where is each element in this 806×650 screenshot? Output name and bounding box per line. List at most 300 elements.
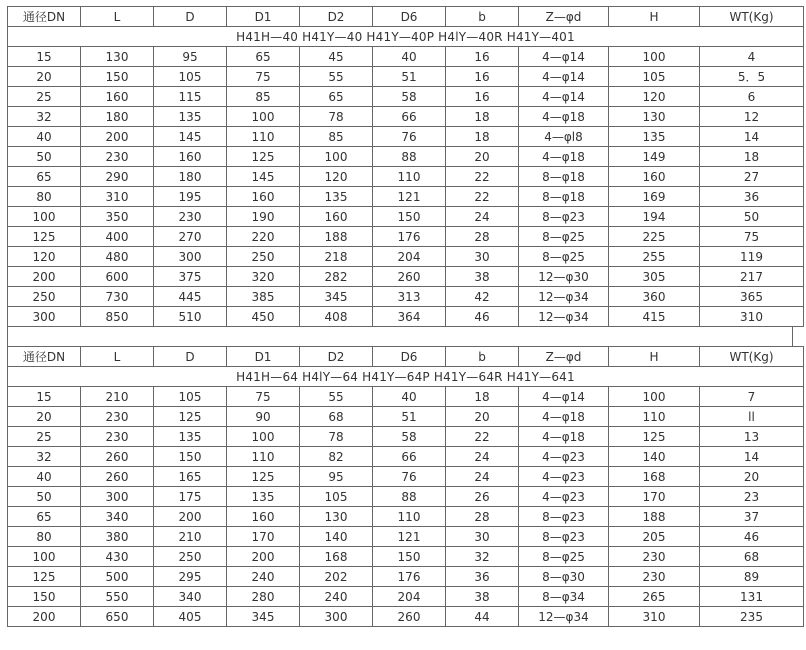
- table-cell: 24: [446, 447, 519, 467]
- table-cell: 480: [81, 247, 154, 267]
- table-cell: 55: [300, 67, 373, 87]
- table-cell: 100: [300, 147, 373, 167]
- table-cell: 105: [154, 67, 227, 87]
- table-row: [8, 487, 804, 507]
- column-header: L: [81, 347, 154, 367]
- column-header: D2: [300, 7, 373, 27]
- table-cell: 46: [700, 527, 804, 547]
- table-cell: 100: [609, 387, 700, 407]
- table-cell: 4—φ18: [519, 147, 609, 167]
- table-cell: 4—φ18: [519, 427, 609, 447]
- table-cell: 5．5: [700, 67, 804, 87]
- table-cell: 4—φ23: [519, 447, 609, 467]
- table-cell: 12—φ30: [519, 267, 609, 287]
- table-row: [8, 187, 804, 207]
- table-cell: 160: [227, 187, 300, 207]
- table-cell: 345: [227, 607, 300, 627]
- table-cell: 65: [227, 47, 300, 67]
- table-cell: 44: [446, 607, 519, 627]
- table-cell: 50: [8, 147, 81, 167]
- table-cell: 27: [700, 167, 804, 187]
- table-cell: 100: [227, 107, 300, 127]
- table-cell: 175: [154, 487, 227, 507]
- column-header: D: [154, 7, 227, 27]
- table-cell: 50: [8, 487, 81, 507]
- table-cell: 150: [373, 547, 446, 567]
- table-cell: 25: [8, 427, 81, 447]
- table-cell: 88: [373, 147, 446, 167]
- table-cell: 210: [81, 387, 154, 407]
- table-cell: 160: [609, 167, 700, 187]
- table-cell: 265: [609, 587, 700, 607]
- table-cell: 125: [8, 227, 81, 247]
- column-header: D1: [227, 7, 300, 27]
- table-cell: 80: [8, 527, 81, 547]
- table-cell: 12—φ34: [519, 607, 609, 627]
- column-header: D: [154, 347, 227, 367]
- table-cell: 260: [373, 607, 446, 627]
- table-cell: 105: [609, 67, 700, 87]
- table-cell: 364: [373, 307, 446, 327]
- table-cell: 385: [227, 287, 300, 307]
- table-cell: 18: [446, 127, 519, 147]
- table-cell: 16: [446, 87, 519, 107]
- table-cell: 176: [373, 227, 446, 247]
- table-cell: 25: [8, 87, 81, 107]
- table-cell: 8—φ23: [519, 507, 609, 527]
- header-row: [8, 7, 804, 27]
- table-cell: 26: [446, 487, 519, 507]
- column-header: D2: [300, 347, 373, 367]
- spec-table-pn64: [7, 346, 804, 627]
- table-row: [8, 407, 804, 427]
- table-cell: 4: [700, 47, 804, 67]
- table-row: [8, 527, 804, 547]
- table-cell: 202: [300, 567, 373, 587]
- table-cell: 250: [227, 247, 300, 267]
- table-cell: 230: [154, 207, 227, 227]
- table-cell: 32: [8, 107, 81, 127]
- column-header: Z—φd: [519, 347, 609, 367]
- table-cell: 78: [300, 107, 373, 127]
- table-cell: 450: [227, 307, 300, 327]
- table-cell: 4—φ23: [519, 467, 609, 487]
- table-cell: 32: [8, 447, 81, 467]
- table-cell: 100: [609, 47, 700, 67]
- column-header: b: [446, 347, 519, 367]
- table-cell: 290: [81, 167, 154, 187]
- table-cell: 170: [227, 527, 300, 547]
- header-row: [8, 347, 804, 367]
- table-cell: 20: [8, 407, 81, 427]
- table-cell: 110: [373, 507, 446, 527]
- table-cell: 130: [609, 107, 700, 127]
- table-cell: 100: [8, 547, 81, 567]
- table-cell: 24: [446, 207, 519, 227]
- table-row: [8, 147, 804, 167]
- table-cell: 42: [446, 287, 519, 307]
- table-cell: 188: [300, 227, 373, 247]
- table-cell: 40: [8, 127, 81, 147]
- table-cell: 445: [154, 287, 227, 307]
- table-cell: 135: [227, 487, 300, 507]
- table-cell: 85: [300, 127, 373, 147]
- column-header: H: [609, 347, 700, 367]
- column-header: 通径DN: [8, 347, 81, 367]
- table-cell: 58: [373, 427, 446, 447]
- table-cell: 200: [8, 267, 81, 287]
- table-cell: 225: [609, 227, 700, 247]
- table-cell: 121: [373, 527, 446, 547]
- model-row: [8, 27, 804, 47]
- table-cell: 85: [227, 87, 300, 107]
- column-header: 通径DN: [8, 7, 81, 27]
- table-cell: 295: [154, 567, 227, 587]
- table-cell: 400: [81, 227, 154, 247]
- table-cell: 310: [700, 307, 804, 327]
- table-cell: 4—φ14: [519, 47, 609, 67]
- table-cell: 20: [8, 67, 81, 87]
- model-designations: H41H—64 H4lY—64 H41Y—64P H41Y—64R H41Y—641: [8, 367, 804, 387]
- table-cell: 160: [227, 507, 300, 527]
- table-gap: [7, 326, 793, 346]
- table-cell: 500: [81, 567, 154, 587]
- table-row: [8, 107, 804, 127]
- table-cell: 23: [700, 487, 804, 507]
- table-cell: 130: [81, 47, 154, 67]
- table-cell: 235: [700, 607, 804, 627]
- table-cell: 18: [446, 387, 519, 407]
- column-header: WT(Kg): [700, 7, 804, 27]
- table-cell: 415: [609, 307, 700, 327]
- table-cell: 22: [446, 187, 519, 207]
- table-cell: 120: [8, 247, 81, 267]
- table-cell: 195: [154, 187, 227, 207]
- table-cell: 8—φ18: [519, 167, 609, 187]
- table-cell: 300: [81, 487, 154, 507]
- table-cell: 168: [300, 547, 373, 567]
- table-cell: 230: [81, 407, 154, 427]
- table-cell: 120: [609, 87, 700, 107]
- table-cell: 68: [700, 547, 804, 567]
- table-cell: 55: [300, 387, 373, 407]
- table-row: [8, 607, 804, 627]
- table-row: [8, 207, 804, 227]
- table-cell: 65: [300, 87, 373, 107]
- table-row: [8, 67, 804, 87]
- column-header: WT(Kg): [700, 347, 804, 367]
- table-cell: 37: [700, 507, 804, 527]
- table-cell: 38: [446, 267, 519, 287]
- table-cell: 8—φ23: [519, 527, 609, 547]
- table-cell: 20: [446, 147, 519, 167]
- table-cell: 210: [154, 527, 227, 547]
- table-cell: 14: [700, 127, 804, 147]
- table-row: [8, 227, 804, 247]
- table-cell: 310: [609, 607, 700, 627]
- table-cell: 22: [446, 427, 519, 447]
- table-cell: 220: [227, 227, 300, 247]
- table-cell: 150: [8, 587, 81, 607]
- table-cell: 16: [446, 47, 519, 67]
- table-cell: 230: [609, 567, 700, 587]
- column-header: D6: [373, 347, 446, 367]
- table-cell: 730: [81, 287, 154, 307]
- table-cell: 310: [81, 187, 154, 207]
- table-cell: 408: [300, 307, 373, 327]
- table-cell: 89: [700, 567, 804, 587]
- table-cell: 260: [373, 267, 446, 287]
- column-header: H: [609, 7, 700, 27]
- model-row: [8, 367, 804, 387]
- table-cell: 405: [154, 607, 227, 627]
- table-cell: 110: [373, 167, 446, 187]
- table-row: [8, 387, 804, 407]
- table-cell: ll: [700, 407, 804, 427]
- table-cell: 380: [81, 527, 154, 547]
- table-cell: 8—φ25: [519, 547, 609, 567]
- table-cell: 204: [373, 247, 446, 267]
- table-cell: 145: [154, 127, 227, 147]
- table-cell: 365: [700, 287, 804, 307]
- table-cell: 38: [446, 587, 519, 607]
- table-cell: 82: [300, 447, 373, 467]
- table-row: [8, 247, 804, 267]
- table-cell: 18: [700, 147, 804, 167]
- table-row: [8, 267, 804, 287]
- table-cell: 345: [300, 287, 373, 307]
- table-cell: 145: [227, 167, 300, 187]
- table-cell: 95: [154, 47, 227, 67]
- table-cell: 150: [81, 67, 154, 87]
- table-cell: 300: [300, 607, 373, 627]
- table-cell: 105: [154, 387, 227, 407]
- table-row: [8, 47, 804, 67]
- table-row: [8, 567, 804, 587]
- table-cell: 600: [81, 267, 154, 287]
- table-cell: 200: [227, 547, 300, 567]
- table-cell: 45: [300, 47, 373, 67]
- table-cell: 313: [373, 287, 446, 307]
- table-cell: 40: [373, 47, 446, 67]
- table-cell: 13: [700, 427, 804, 447]
- table-cell: 8—φ25: [519, 247, 609, 267]
- table-cell: 4—φ23: [519, 487, 609, 507]
- table-cell: 550: [81, 587, 154, 607]
- table-cell: 30: [446, 527, 519, 547]
- table-cell: 20: [446, 407, 519, 427]
- table-cell: 65: [8, 507, 81, 527]
- table-cell: 7: [700, 387, 804, 407]
- table-cell: 95: [300, 467, 373, 487]
- table-cell: 51: [373, 67, 446, 87]
- table-cell: 12—φ34: [519, 307, 609, 327]
- table-cell: 4—φ14: [519, 87, 609, 107]
- table-cell: 75: [227, 67, 300, 87]
- table-cell: 305: [609, 267, 700, 287]
- table-cell: 350: [81, 207, 154, 227]
- table-cell: 40: [8, 467, 81, 487]
- table-cell: 194: [609, 207, 700, 227]
- table-cell: 36: [700, 187, 804, 207]
- table-cell: 135: [609, 127, 700, 147]
- table-cell: 340: [154, 587, 227, 607]
- table-cell: 121: [373, 187, 446, 207]
- table-cell: 46: [446, 307, 519, 327]
- table-row: [8, 287, 804, 307]
- table-cell: 168: [609, 467, 700, 487]
- table-cell: 119: [700, 247, 804, 267]
- table-cell: 510: [154, 307, 227, 327]
- table-cell: 125: [227, 467, 300, 487]
- table-cell: 280: [227, 587, 300, 607]
- table-cell: 76: [373, 467, 446, 487]
- table-row: [8, 87, 804, 107]
- table-cell: 340: [81, 507, 154, 527]
- table-cell: 375: [154, 267, 227, 287]
- table-cell: 8—φ23: [519, 207, 609, 227]
- table-cell: 68: [300, 407, 373, 427]
- table-cell: 200: [8, 607, 81, 627]
- table-cell: 217: [700, 267, 804, 287]
- table-cell: 100: [227, 427, 300, 447]
- table-cell: 255: [609, 247, 700, 267]
- table-cell: 320: [227, 267, 300, 287]
- table-row: [8, 507, 804, 527]
- table-cell: 4—φ14: [519, 67, 609, 87]
- table-cell: 240: [227, 567, 300, 587]
- table-cell: 15: [8, 47, 81, 67]
- table-cell: 131: [700, 587, 804, 607]
- table-cell: 160: [81, 87, 154, 107]
- spec-table-pn40: [7, 6, 804, 327]
- table-cell: 12: [700, 107, 804, 127]
- table-cell: 190: [227, 207, 300, 227]
- table-cell: 180: [154, 167, 227, 187]
- model-designations: H41H—40 H41Y—40 H41Y—40P H4lY—40R H41Y—401: [8, 27, 804, 47]
- table-cell: 120: [300, 167, 373, 187]
- table-row: [8, 167, 804, 187]
- table-row: [8, 127, 804, 147]
- table-cell: 4—φ18: [519, 107, 609, 127]
- table-cell: 75: [227, 387, 300, 407]
- table-cell: 4—φ18: [519, 407, 609, 427]
- table-cell: 150: [373, 207, 446, 227]
- table-cell: 230: [609, 547, 700, 567]
- table-cell: 90: [227, 407, 300, 427]
- table-cell: 66: [373, 107, 446, 127]
- table-cell: 149: [609, 147, 700, 167]
- table-row: [8, 467, 804, 487]
- table-cell: 110: [609, 407, 700, 427]
- column-header: L: [81, 7, 154, 27]
- table-cell: 135: [154, 107, 227, 127]
- table-cell: 165: [154, 467, 227, 487]
- table-row: [8, 307, 804, 327]
- table-cell: 22: [446, 167, 519, 187]
- table-cell: 180: [81, 107, 154, 127]
- table-cell: 125: [227, 147, 300, 167]
- table-cell: 169: [609, 187, 700, 207]
- table-cell: 51: [373, 407, 446, 427]
- table-cell: 176: [373, 567, 446, 587]
- table-cell: 850: [81, 307, 154, 327]
- column-header: Z—φd: [519, 7, 609, 27]
- table-cell: 12—φ34: [519, 287, 609, 307]
- table-cell: 188: [609, 507, 700, 527]
- table-cell: 14: [700, 447, 804, 467]
- column-header: b: [446, 7, 519, 27]
- table-cell: 230: [81, 147, 154, 167]
- table-cell: 250: [8, 287, 81, 307]
- table-cell: 76: [373, 127, 446, 147]
- column-header: D6: [373, 7, 446, 27]
- column-header: D1: [227, 347, 300, 367]
- table-cell: 36: [446, 567, 519, 587]
- table-cell: 8—φ30: [519, 567, 609, 587]
- table-cell: 230: [81, 427, 154, 447]
- table-cell: 30: [446, 247, 519, 267]
- table-cell: 105: [300, 487, 373, 507]
- table-cell: 140: [300, 527, 373, 547]
- table-cell: 24: [446, 467, 519, 487]
- table-cell: 200: [81, 127, 154, 147]
- table-cell: 360: [609, 287, 700, 307]
- table-row: [8, 587, 804, 607]
- table-cell: 40: [373, 387, 446, 407]
- table-cell: 50: [700, 207, 804, 227]
- table-cell: 260: [81, 467, 154, 487]
- table-cell: 4—φ14: [519, 387, 609, 407]
- table-cell: 204: [373, 587, 446, 607]
- table-cell: 115: [154, 87, 227, 107]
- table-cell: 32: [446, 547, 519, 567]
- table-cell: 170: [609, 487, 700, 507]
- table-cell: 130: [300, 507, 373, 527]
- table-cell: 8—φ18: [519, 187, 609, 207]
- table-cell: 110: [227, 447, 300, 467]
- table-cell: 8—φ25: [519, 227, 609, 247]
- table-cell: 205: [609, 527, 700, 547]
- table-cell: 80: [8, 187, 81, 207]
- table-cell: 240: [300, 587, 373, 607]
- table-cell: 100: [8, 207, 81, 227]
- table-cell: 125: [609, 427, 700, 447]
- table-cell: 18: [446, 107, 519, 127]
- table-cell: 20: [700, 467, 804, 487]
- table-cell: 260: [81, 447, 154, 467]
- table-cell: 160: [300, 207, 373, 227]
- table-cell: 650: [81, 607, 154, 627]
- table-cell: 160: [154, 147, 227, 167]
- table-cell: 78: [300, 427, 373, 447]
- table-cell: 218: [300, 247, 373, 267]
- table-cell: 16: [446, 67, 519, 87]
- table-cell: 65: [8, 167, 81, 187]
- table-cell: 15: [8, 387, 81, 407]
- table-row: [8, 547, 804, 567]
- table-cell: 125: [154, 407, 227, 427]
- table-cell: 250: [154, 547, 227, 567]
- table-cell: 282: [300, 267, 373, 287]
- table-cell: 140: [609, 447, 700, 467]
- table-cell: 110: [227, 127, 300, 147]
- table-cell: 6: [700, 87, 804, 107]
- table-cell: 58: [373, 87, 446, 107]
- table-cell: 66: [373, 447, 446, 467]
- table-cell: 88: [373, 487, 446, 507]
- table-cell: 300: [8, 307, 81, 327]
